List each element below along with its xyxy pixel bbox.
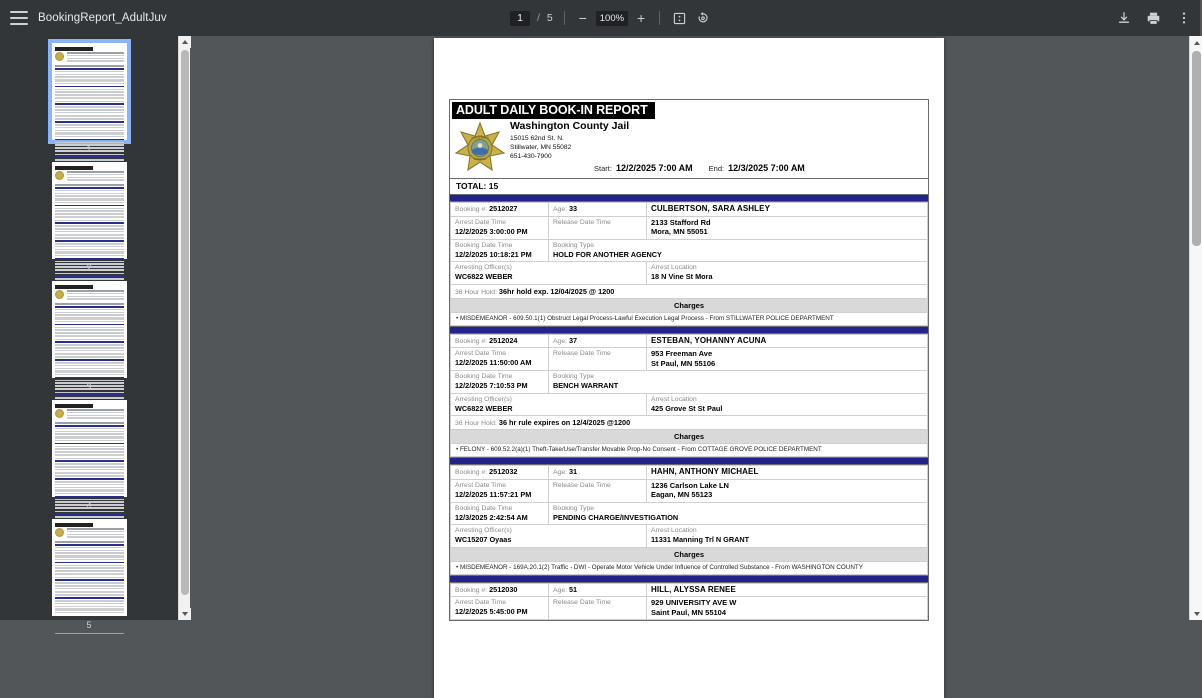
age-cell	[549, 334, 647, 348]
booking-date-time-value: 12/2/2025 7:10:53 PM	[455, 381, 528, 390]
age-cell	[549, 583, 647, 597]
booking-date-time-label: Booking Date Time	[455, 504, 513, 512]
booking-row-hold	[451, 284, 928, 298]
sidebar-scroll-up-icon[interactable]	[179, 36, 191, 48]
age-value: 37	[568, 335, 578, 345]
age-value: 51	[568, 584, 578, 594]
date-range	[510, 163, 924, 173]
hold-cell	[451, 416, 928, 430]
charge-text: • MISDEMEANOR - 169A.20.1(2) Traffic - DWI - Operate Motor Vehicle Under Influence of Controlled Substance - From WASHINGTON COUNTY	[451, 561, 928, 574]
booking-type-cell	[549, 502, 928, 525]
charge-row	[451, 312, 928, 325]
charges-header-row	[451, 430, 928, 444]
booking-record	[450, 457, 928, 575]
address-cell	[647, 479, 928, 502]
arrest-date-time-label: Arrest Date Time	[455, 218, 506, 226]
booking-row-booking	[451, 502, 928, 525]
booking-date-time-cell	[451, 371, 549, 394]
inmate-name-value: HILL, ALYSSA RENEE	[651, 584, 736, 594]
agency-name: Washington County Jail	[510, 120, 630, 132]
booking-date-time-label: Booking Date Time	[455, 373, 513, 380]
booking-separator-bar	[450, 458, 928, 465]
booking-row-identity	[451, 466, 928, 480]
booking-details-table	[450, 583, 928, 621]
agency-address-1: 15015 62nd St. N.	[510, 135, 564, 142]
thumbnail-page-1[interactable]	[52, 43, 127, 154]
arresting-officers-cell	[451, 525, 647, 548]
booking-details-table	[450, 465, 928, 575]
release-date-time-label: Release Date Time	[553, 481, 611, 489]
arresting-officers-label: Arresting Officer(s)	[455, 264, 512, 271]
page-count: 5	[546, 12, 553, 24]
address-line-1: 2133 Stafford Rd	[651, 217, 711, 227]
inmate-name-cell	[647, 583, 928, 597]
toolbar-right-group	[1115, 0, 1192, 36]
thumbnail-page-label: 5	[86, 620, 92, 630]
report-header	[450, 100, 928, 178]
total-row: TOTAL: 15	[450, 178, 928, 194]
arrest-date-time-cell	[451, 597, 549, 620]
arrest-date-time-value: 12/2/2025 3:00:00 PM	[455, 226, 528, 236]
booking-row-arrest	[451, 216, 928, 239]
viewer-scrollbar[interactable]	[1189, 36, 1202, 620]
charges-header: Charges	[451, 430, 928, 444]
inmate-name-cell	[647, 203, 928, 217]
arrest-location-value: 11331 Manning Trl N GRANT	[651, 535, 750, 544]
inmate-name-value: CULBERTSON, SARA ASHLEY	[651, 204, 771, 213]
inmate-name-value: HAHN, ANTHONY MICHAEL	[651, 467, 759, 476]
arrest-date-time-value: 12/2/2025 11:50:00 AM	[455, 358, 532, 367]
address-cell	[647, 216, 928, 239]
release-date-time-cell	[549, 348, 647, 371]
booking-list	[450, 194, 928, 620]
booking-row-booking	[451, 371, 928, 394]
booking-separator-bar	[450, 576, 928, 583]
hold-label: 36 Hour Hold:	[455, 288, 497, 296]
booking-record	[450, 326, 928, 458]
thumbnail-image[interactable]	[52, 162, 127, 259]
booking-number-value: 2512024	[489, 335, 518, 345]
start-label: Start:	[594, 164, 612, 173]
inmate-name-cell	[647, 466, 928, 480]
zoom-in-button[interactable]: +	[636, 10, 646, 26]
hold-value: 36 hr rule expires on 12/4/2025 @1200	[498, 418, 631, 427]
release-date-time-value	[553, 358, 643, 368]
address-line-1: 953 Freeman Ave	[651, 349, 713, 358]
booking-type-cell	[549, 371, 928, 394]
booking-record	[450, 194, 928, 326]
booking-number-label: Booking #:	[455, 469, 488, 476]
sidebar-scrollbar-thumb[interactable]	[181, 50, 189, 595]
arresting-officers-cell	[451, 393, 647, 416]
page-number-input[interactable]	[510, 11, 530, 26]
booking-row-officer	[451, 393, 928, 416]
arrest-location-cell	[647, 262, 928, 285]
pdf-toolbar	[0, 0, 1200, 36]
start-value: 12/2/2025 7:00 AM	[615, 163, 693, 173]
booking-number-value: 2512030	[489, 584, 518, 594]
booking-row-identity	[451, 583, 928, 597]
booking-number-cell	[451, 334, 549, 348]
charge-row	[451, 561, 928, 574]
age-label: Age:	[553, 586, 567, 594]
booking-row-officer	[451, 525, 928, 548]
thumbnail-image[interactable]	[52, 519, 127, 616]
more-vertical-icon[interactable]	[1175, 10, 1192, 27]
arresting-officers-value: WC6822 WEBER	[455, 272, 513, 281]
hold-value: 36hr hold exp. 12/04/2025 @ 1200	[498, 286, 615, 296]
age-label: Age:	[553, 206, 567, 213]
booking-date-time-cell	[451, 502, 549, 525]
arrest-location-cell	[647, 525, 928, 548]
booking-row-officer	[451, 262, 928, 285]
sheriff-badge-icon	[454, 121, 506, 173]
address-cell	[647, 597, 928, 620]
document-title: BookingReport_AdultJuv	[38, 12, 167, 24]
arrest-date-time-label: Arrest Date Time	[455, 599, 506, 606]
hold-cell	[451, 284, 928, 298]
arrest-date-time-label: Arrest Date Time	[455, 350, 506, 357]
booking-number-cell	[451, 466, 549, 480]
arrest-location-label: Arrest Location	[651, 527, 697, 534]
release-date-time-label: Release Date Time	[553, 599, 611, 606]
release-date-time-cell	[549, 216, 647, 239]
arrest-date-time-label: Arrest Date Time	[455, 481, 506, 489]
booking-type-value: PENDING CHARGE/INVESTIGATION	[553, 512, 679, 522]
booking-date-time-value: 12/2/2025 10:18:21 PM	[455, 249, 532, 259]
svg-text:SAN STANIS: SAN STANIS	[471, 135, 489, 140]
booking-date-time-label: Booking Date Time	[455, 241, 513, 249]
booking-type-value: HOLD FOR ANOTHER AGENCY	[553, 249, 662, 259]
hold-label: 36 Hour Hold:	[455, 420, 497, 427]
booking-number-label: Booking #:	[455, 206, 488, 213]
thumbnail-image[interactable]	[52, 400, 127, 497]
booking-row-arrest	[451, 348, 928, 371]
age-label: Age:	[553, 337, 567, 345]
arresting-officers-label: Arresting Officer(s)	[455, 527, 512, 534]
release-date-time-value	[553, 607, 643, 617]
inmate-name-value: ESTEBAN, YOHANNY ACUNA	[651, 335, 767, 345]
age-value: 33	[568, 204, 578, 213]
release-date-time-cell	[549, 479, 647, 502]
booking-number-cell	[451, 583, 549, 597]
booking-date-time-value: 12/3/2025 2:42:54 AM	[455, 512, 528, 522]
booking-type-label: Booking Type	[553, 504, 595, 512]
booking-number-cell	[451, 203, 549, 217]
toolbar-left-group	[0, 11, 167, 25]
booking-separator-bar	[450, 195, 928, 202]
booking-separator-bar	[450, 327, 928, 334]
arrest-location-label: Arrest Location	[651, 264, 697, 271]
booking-type-cell	[549, 239, 928, 262]
arresting-officers-cell	[451, 262, 647, 285]
address-line-2: Saint Paul, MN 55104	[651, 607, 727, 617]
hamburger-menu-icon[interactable]	[10, 11, 28, 25]
page-separator: /	[537, 12, 540, 24]
inmate-name-cell	[647, 334, 928, 348]
arrest-location-cell	[647, 393, 928, 416]
thumbnail-image[interactable]	[52, 281, 127, 378]
charges-header: Charges	[451, 298, 928, 312]
age-label: Age:	[553, 469, 567, 476]
charge-row	[451, 444, 928, 457]
arrest-location-label: Arrest Location	[651, 395, 697, 403]
arrest-date-time-cell	[451, 216, 549, 239]
booking-row-booking	[451, 239, 928, 262]
age-cell	[549, 203, 647, 217]
thumbnail-list	[0, 36, 178, 638]
arrest-date-time-cell	[451, 479, 549, 502]
agency-block	[506, 120, 924, 173]
booking-row-identity	[451, 203, 928, 217]
charges-header: Charges	[451, 547, 928, 561]
sidebar-scrollbar[interactable]	[178, 36, 190, 620]
address-line-1: 1236 Carlson Lake LN	[651, 480, 729, 490]
booking-number-value: 2512027	[489, 204, 518, 213]
report-title: ADULT DAILY BOOK-IN REPORT	[452, 102, 655, 119]
age-cell	[549, 466, 647, 480]
charge-text: • MISDEMEANOR - 609.50.1(1) Obstruct Legal Process-Lawful Execution Legal Process - From STILLWATER POLICE DEPARTMENT	[451, 312, 928, 325]
report-container	[449, 99, 929, 621]
booking-date-time-cell	[451, 239, 549, 262]
arrest-location-value: 18 N Vine St Mora	[651, 272, 713, 281]
charge-text: • FELONY - 609.52.2(a)(1) Theft-Take/Use/Transfer Movable Prop-No Consent - From COTTAGE GROVE POLICE DEPARTMENT	[451, 444, 928, 457]
booking-details-table	[450, 202, 928, 326]
booking-number-value: 2512032	[489, 467, 518, 476]
thumbnail-image[interactable]	[52, 43, 127, 140]
booking-type-value: BENCH WARRANT	[553, 381, 619, 390]
booking-row-hold	[451, 416, 928, 430]
release-date-time-cell	[549, 597, 647, 620]
zoom-out-button[interactable]: −	[578, 10, 587, 26]
booking-details-table	[450, 334, 928, 458]
pdf-page-1	[434, 38, 944, 698]
zoom-level-display[interactable]: 100%	[596, 11, 628, 26]
arresting-officers-value: WC6822 WEBER	[455, 403, 513, 413]
toolbar-divider-2	[659, 11, 660, 25]
address-line-2: St Paul, MN 55106	[651, 358, 716, 368]
viewer-scroll-up-icon[interactable]	[1190, 36, 1202, 49]
address-cell	[647, 348, 928, 371]
booking-report	[449, 99, 929, 621]
booking-type-label: Booking Type	[553, 373, 595, 380]
svg-text:SHERIFF: SHERIFF	[473, 157, 487, 161]
charges-header-row	[451, 298, 928, 312]
booking-record	[450, 575, 928, 621]
booking-number-label: Booking #:	[455, 586, 488, 594]
booking-row-identity	[451, 334, 928, 348]
address-line-2: Mora, MN 55051	[651, 227, 708, 236]
address-line-1: 929 UNIVERSITY AVE W	[651, 598, 737, 607]
charges-header-row	[451, 547, 928, 561]
agency-phone: 651-430-7900	[510, 153, 552, 160]
sidebar-scroll-down-icon[interactable]	[179, 608, 191, 620]
arrest-date-time-value: 12/2/2025 11:57:21 PM	[455, 489, 532, 499]
release-date-time-value	[553, 490, 643, 500]
fit-to-page-icon[interactable]	[671, 10, 688, 27]
toolbar-center-group	[510, 0, 711, 36]
thumbnail-page-5[interactable]	[52, 519, 127, 630]
booking-number-label: Booking #:	[455, 337, 488, 345]
download-icon[interactable]	[1115, 10, 1132, 27]
arrest-date-time-value: 12/2/2025 5:45:00 PM	[455, 607, 528, 616]
age-value: 31	[568, 467, 578, 476]
viewer-scrollbar-thumb[interactable]	[1192, 51, 1201, 246]
release-date-time-value	[553, 227, 643, 237]
agency-address-2: Stillwater, MN 55082	[510, 144, 572, 151]
booking-row-arrest	[451, 479, 928, 502]
viewer-scroll-down-icon[interactable]	[1190, 607, 1202, 620]
address-line-2: Eagan, MN 55123	[651, 490, 713, 499]
arresting-officers-label: Arresting Officer(s)	[455, 395, 512, 403]
arrest-location-value: 425 Grove St St Paul	[651, 403, 723, 413]
pdf-viewer-area[interactable]	[191, 36, 1187, 620]
print-icon[interactable]	[1145, 10, 1162, 27]
toolbar-divider-1	[564, 11, 565, 25]
thumbnail-page-4[interactable]	[52, 400, 127, 511]
thumbnail-page-2[interactable]	[52, 162, 127, 273]
arrest-date-time-cell	[451, 348, 549, 371]
release-date-time-label: Release Date Time	[553, 218, 611, 226]
booking-type-label: Booking Type	[553, 241, 595, 249]
thumbnail-page-3[interactable]	[52, 281, 127, 392]
rotate-clockwise-icon[interactable]	[694, 10, 711, 27]
release-date-time-label: Release Date Time	[553, 350, 611, 357]
booking-row-arrest	[451, 597, 928, 620]
end-label: End:	[708, 164, 725, 173]
arresting-officers-value: WC15207 Oyaas	[455, 535, 512, 544]
thumbnail-sidebar[interactable]	[0, 36, 178, 630]
end-value: 12/3/2025 7:00 AM	[728, 163, 805, 173]
